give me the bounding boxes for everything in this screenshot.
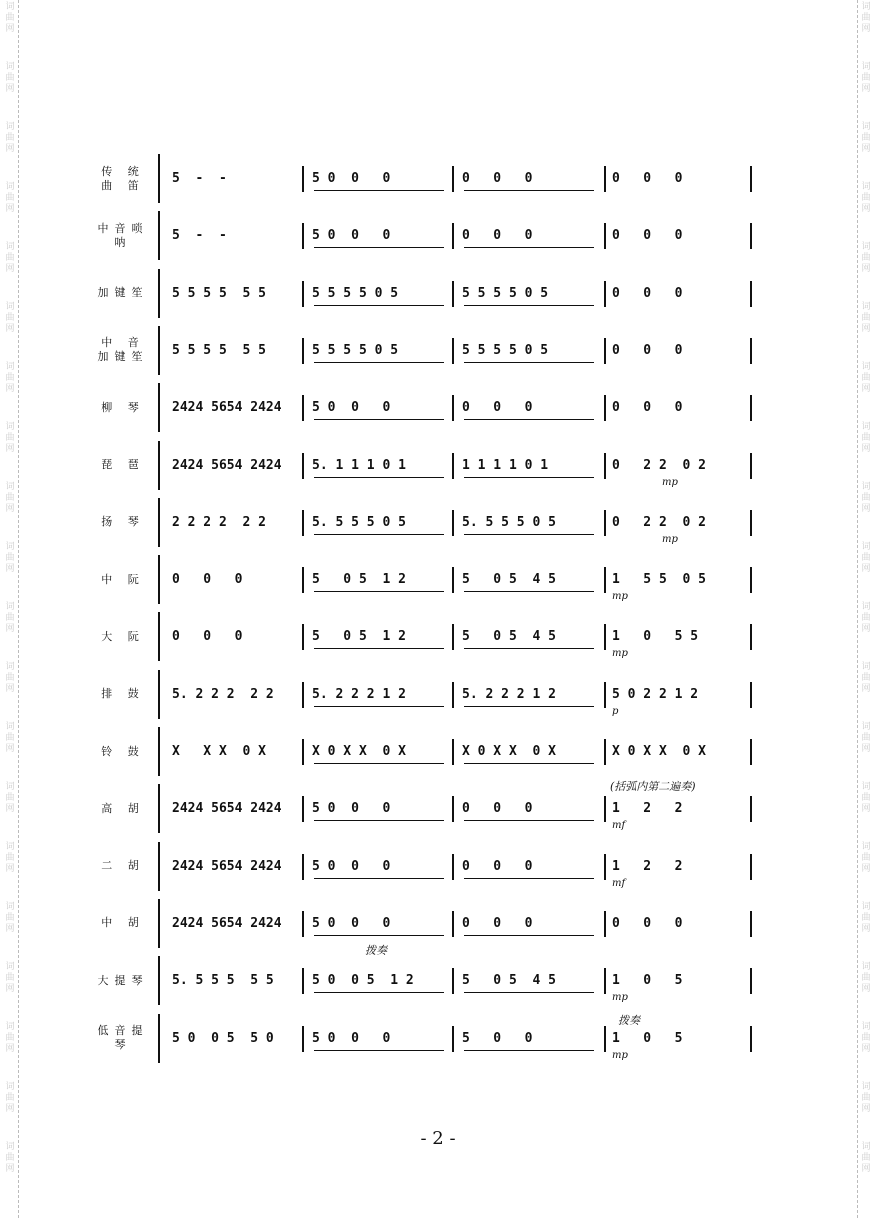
beam-line <box>314 190 444 191</box>
measure-1: 2 2 2 2 2 2 <box>172 514 266 530</box>
barline <box>604 453 606 479</box>
barline <box>302 1026 304 1052</box>
barline <box>452 395 454 421</box>
watermark-text: 词 曲 网 <box>861 482 871 514</box>
dynamic-marking: mp <box>662 533 678 545</box>
beam-line <box>464 190 594 191</box>
barline <box>604 281 606 307</box>
barline <box>750 624 752 650</box>
beam-line <box>314 648 444 649</box>
staff-row-14 <box>0 895 876 952</box>
watermark-text: 词 曲 网 <box>5 782 15 814</box>
staff-row-8 <box>0 551 876 608</box>
bracket-annotation: (括弧内第二遍奏) <box>610 780 696 793</box>
measure-3: 5 0 5 4 5 <box>462 629 556 645</box>
barline <box>750 567 752 593</box>
measure-2: X 0 X X 0 X <box>312 744 406 759</box>
watermark-text: 词 曲 网 <box>861 362 871 394</box>
barline <box>604 567 606 593</box>
watermark-text: 词 曲 网 <box>5 602 15 634</box>
barline <box>452 854 454 880</box>
instrument-label: 大提琴 <box>97 973 149 987</box>
barline <box>452 796 454 822</box>
barline <box>452 682 454 708</box>
barline <box>750 1026 752 1052</box>
barline <box>302 854 304 880</box>
staff-brace <box>158 612 167 661</box>
measure-2: 5. 2 2 2 1 2 <box>312 686 406 702</box>
watermark-text: 词 曲 网 <box>861 602 871 634</box>
measure-1: 2424 5654 2424 <box>172 457 282 473</box>
measure-4: 0 2 2 0 2 <box>612 514 706 530</box>
measure-2: 5. 1 1 1 0 1 <box>312 457 406 473</box>
barline <box>750 281 752 307</box>
staff-brace <box>158 555 167 604</box>
watermark-text: 词 曲 网 <box>861 182 871 214</box>
watermark-text: 词 曲 网 <box>861 722 871 754</box>
measure-4: 1 2 2 <box>612 801 683 817</box>
watermark-text: 词 曲 网 <box>861 1082 871 1114</box>
dynamic-marking: mf <box>612 820 626 832</box>
barline <box>302 682 304 708</box>
measure-1: 5. 5 5 5 5 5 <box>172 973 274 989</box>
watermark-text: 词 曲 网 <box>5 62 15 94</box>
staff-row-16 <box>0 1010 876 1067</box>
barline <box>750 968 752 994</box>
watermark-text: 词 曲 网 <box>861 962 871 994</box>
beam-line <box>314 247 444 248</box>
staff-brace <box>158 899 167 948</box>
staff-row-2 <box>0 207 876 264</box>
watermark-text: 词 曲 网 <box>5 362 15 394</box>
dynamic-marking: mp <box>662 476 678 488</box>
watermark-text: 词 曲 网 <box>861 62 871 94</box>
barline <box>750 395 752 421</box>
beam-line <box>464 763 594 764</box>
barline <box>452 166 454 192</box>
beam-line <box>464 1050 594 1051</box>
watermark-text: 词 曲 网 <box>5 482 15 514</box>
barline <box>302 911 304 937</box>
watermark-text: 词 曲 网 <box>5 842 15 874</box>
barline <box>604 682 606 708</box>
watermark-text: 词 曲 网 <box>861 122 871 154</box>
beam-line <box>464 419 594 420</box>
instrument-label: 中 阮 <box>101 572 145 586</box>
measure-1: 5. 2 2 2 2 2 <box>172 686 274 702</box>
dynamic-marking: p <box>612 705 619 717</box>
measure-3: 5 0 5 4 5 <box>462 973 556 989</box>
measure-3: 0 0 0 <box>462 400 533 416</box>
pizzicato-annotation-2: 拨奏 <box>618 1014 640 1027</box>
instrument-label: 低音提琴 <box>97 1024 149 1051</box>
staff-row-6 <box>0 437 876 494</box>
measure-4: 5 0 2 2 1 2 <box>612 686 699 702</box>
watermark-text: 词 曲 网 <box>5 722 15 754</box>
watermark-text: 词 曲 网 <box>861 542 871 574</box>
watermark-text: 词 曲 网 <box>5 122 15 154</box>
barline <box>750 739 752 765</box>
beam-line <box>464 706 594 707</box>
barline <box>452 1026 454 1052</box>
measure-2: 5 0 0 0 <box>312 801 391 817</box>
staff-brace <box>158 498 167 547</box>
measure-4: 0 2 2 0 2 <box>612 457 706 473</box>
measure-4: 0 0 0 <box>612 342 683 358</box>
beam-line <box>314 935 444 936</box>
measure-4: 1 0 5 5 <box>612 629 699 645</box>
barline <box>750 911 752 937</box>
measure-3: 5 5 5 5 0 5 <box>462 285 549 301</box>
watermark-text: 词 曲 网 <box>5 182 15 214</box>
staff-brace <box>158 326 167 375</box>
measure-1: 0 0 0 <box>172 572 243 588</box>
staff-row-10 <box>0 666 876 723</box>
dynamic-marking: mp <box>612 992 628 1004</box>
measure-4: 0 0 0 <box>612 285 683 301</box>
barline <box>452 968 454 994</box>
beam-line <box>314 1050 444 1051</box>
measure-3: 5 0 5 4 5 <box>462 572 556 588</box>
watermark-text: 词 曲 网 <box>5 2 15 34</box>
beam-line <box>314 820 444 821</box>
beam-line <box>464 820 594 821</box>
instrument-label: 排 鼓 <box>101 687 145 701</box>
measure-2: 5 0 0 0 <box>312 915 391 931</box>
staff-row-7 <box>0 494 876 551</box>
measure-2: 5 5 5 5 0 5 <box>312 285 399 301</box>
barline <box>302 281 304 307</box>
dynamic-marking: mp <box>612 1049 628 1061</box>
dynamic-marking: mf <box>612 877 626 889</box>
barline <box>452 338 454 364</box>
barline <box>604 166 606 192</box>
instrument-label: 传 统 曲 笛 <box>101 164 145 192</box>
staff-brace <box>158 269 167 318</box>
measure-1: 5 - - <box>172 228 227 244</box>
staff-brace <box>158 956 167 1005</box>
measure-1: 0 0 0 <box>172 629 243 645</box>
beam-line <box>314 477 444 478</box>
measure-3: 0 0 0 <box>462 915 533 931</box>
instrument-label: 柳 琴 <box>101 400 145 414</box>
instrument-label: 加键笙 <box>97 286 149 300</box>
staff-row-5 <box>0 379 876 436</box>
page-number: - 2 - <box>420 1128 456 1149</box>
barline <box>604 624 606 650</box>
barline <box>750 510 752 536</box>
instrument-label: 中音唢呐 <box>97 221 149 249</box>
measure-4: 1 5 5 0 5 <box>612 572 706 588</box>
beam-line <box>314 706 444 707</box>
staff-brace <box>158 1014 167 1063</box>
measure-1: 2424 5654 2424 <box>172 801 282 817</box>
dynamic-marking: mp <box>612 648 628 660</box>
instrument-label: 中 胡 <box>101 916 145 930</box>
staff-row-9 <box>0 608 876 665</box>
barline <box>750 166 752 192</box>
watermark-text: 词 曲 网 <box>5 302 15 334</box>
barline <box>604 223 606 249</box>
measure-3: 5. 5 5 5 0 5 <box>462 514 556 530</box>
watermark-text: 词 曲 网 <box>5 962 15 994</box>
measure-2: 5 0 0 0 <box>312 171 391 186</box>
watermark-text: 词 曲 网 <box>5 542 15 574</box>
barline <box>302 223 304 249</box>
staff-row-12 <box>0 780 876 837</box>
beam-line <box>464 992 594 993</box>
measure-2: 5 5 5 5 0 5 <box>312 342 399 358</box>
beam-line <box>464 477 594 478</box>
barline <box>750 796 752 822</box>
measure-1: 2424 5654 2424 <box>172 858 282 874</box>
barline <box>302 567 304 593</box>
barline <box>302 624 304 650</box>
barline <box>452 567 454 593</box>
measure-1: 2424 5654 2424 <box>172 400 282 416</box>
barline <box>452 281 454 307</box>
instrument-label: 铃 鼓 <box>101 744 145 758</box>
pizzicato-annotation-1: 拨奏 <box>365 944 387 957</box>
barline <box>604 968 606 994</box>
barline <box>750 338 752 364</box>
watermark-text: 词 曲 网 <box>5 242 15 274</box>
instrument-label: 琵 琶 <box>101 458 145 471</box>
beam-line <box>464 935 594 936</box>
measure-3: 0 0 0 <box>462 171 533 186</box>
beam-line <box>314 305 444 306</box>
staff-row-11 <box>0 723 876 780</box>
watermark-text: 词 曲 网 <box>5 1142 15 1174</box>
watermark-text: 词 曲 网 <box>861 2 871 34</box>
measure-2: 5 0 0 0 <box>312 228 391 244</box>
instrument-label: 二 胡 <box>101 859 145 873</box>
measure-3: 0 0 0 <box>462 228 533 244</box>
measure-4: 0 0 0 <box>612 915 683 931</box>
barline <box>302 510 304 536</box>
measure-3: X 0 X X 0 X <box>462 744 556 759</box>
beam-line <box>314 763 444 764</box>
barline <box>302 395 304 421</box>
beam-line <box>464 591 594 592</box>
watermark-text: 词 曲 网 <box>861 242 871 274</box>
beam-line <box>464 648 594 649</box>
measure-4: 1 0 5 <box>612 1030 683 1046</box>
staff-row-4 <box>0 322 876 379</box>
barline <box>750 682 752 708</box>
beam-line <box>314 362 444 363</box>
measure-3: 5 5 5 5 0 5 <box>462 342 549 358</box>
staff-brace <box>158 154 167 203</box>
staff-row-3 <box>0 265 876 322</box>
barline <box>604 510 606 536</box>
measure-2: 5 0 5 1 2 <box>312 572 406 588</box>
staff-brace <box>158 211 167 260</box>
barline <box>302 796 304 822</box>
measure-2: 5 0 5 1 2 <box>312 629 406 645</box>
beam-line <box>314 878 444 879</box>
watermark-text: 词 曲 网 <box>861 1022 871 1054</box>
measure-1: 5 0 0 5 5 0 <box>172 1030 274 1046</box>
watermark-text: 词 曲 网 <box>861 902 871 934</box>
measure-4: X 0 X X 0 X <box>612 744 706 759</box>
measure-1: 5 - - <box>172 171 227 186</box>
watermark-text: 词 曲 网 <box>5 902 15 934</box>
barline <box>604 395 606 421</box>
measure-2: 5 0 0 0 <box>312 858 391 874</box>
watermark-text: 词 曲 网 <box>5 1082 15 1114</box>
staff-row-1 <box>0 150 876 207</box>
watermark-text: 词 曲 网 <box>5 422 15 454</box>
instrument-label: 大 阮 <box>101 629 145 643</box>
beam-line <box>464 247 594 248</box>
barline <box>750 223 752 249</box>
measure-4: 0 0 0 <box>612 400 683 416</box>
watermark-text: 词 曲 网 <box>861 1142 871 1174</box>
measure-3: 0 0 0 <box>462 801 533 817</box>
staff-brace <box>158 784 167 833</box>
staff-brace <box>158 383 167 432</box>
staff-row-13 <box>0 838 876 895</box>
watermark-text: 词 曲 网 <box>5 1022 15 1054</box>
measure-2: 5 0 0 0 <box>312 400 391 416</box>
instrument-label: 中 音 加键笙 <box>97 336 149 364</box>
measure-2: 5. 5 5 5 0 5 <box>312 514 406 530</box>
measure-3: 5 0 0 <box>462 1030 533 1046</box>
beam-line <box>314 992 444 993</box>
barline <box>452 624 454 650</box>
watermark-text: 词 曲 网 <box>861 302 871 334</box>
instrument-label: 高 胡 <box>101 801 145 815</box>
measure-3: 1 1 1 1 0 1 <box>462 457 549 473</box>
beam-line <box>464 878 594 879</box>
watermark-text: 词 曲 网 <box>861 662 871 694</box>
barline <box>604 739 606 765</box>
barline <box>302 453 304 479</box>
barline <box>604 911 606 937</box>
staff-brace <box>158 670 167 719</box>
staff-brace <box>158 727 167 776</box>
beam-line <box>464 362 594 363</box>
measure-4: 1 0 5 <box>612 973 683 989</box>
barline <box>604 796 606 822</box>
barline <box>302 166 304 192</box>
barline <box>452 223 454 249</box>
barline <box>604 338 606 364</box>
barline <box>452 510 454 536</box>
measure-4: 1 2 2 <box>612 858 683 874</box>
watermark-text: 词 曲 网 <box>861 422 871 454</box>
measure-1: 5 5 5 5 5 5 <box>172 285 266 301</box>
watermark-text: 词 曲 网 <box>5 662 15 694</box>
barline <box>452 453 454 479</box>
measure-4: 0 0 0 <box>612 171 683 186</box>
beam-line <box>464 305 594 306</box>
staff-brace <box>158 842 167 891</box>
dynamic-marking: mp <box>612 591 628 603</box>
barline <box>302 739 304 765</box>
barline <box>604 854 606 880</box>
barline <box>604 1026 606 1052</box>
measure-3: 0 0 0 <box>462 858 533 874</box>
beam-line <box>314 534 444 535</box>
staff-row-15 <box>0 952 876 1009</box>
barline <box>750 453 752 479</box>
barline <box>302 338 304 364</box>
beam-line <box>314 591 444 592</box>
instrument-label: 扬 琴 <box>101 515 145 529</box>
watermark-text: 词 曲 网 <box>861 782 871 814</box>
measure-4: 0 0 0 <box>612 228 683 244</box>
barline <box>452 739 454 765</box>
measure-1: 2424 5654 2424 <box>172 915 282 931</box>
measure-3: 5. 2 2 2 1 2 <box>462 686 556 702</box>
measure-2: 5 0 0 5 1 2 <box>312 973 414 989</box>
barline <box>302 968 304 994</box>
measure-1: X X X 0 X <box>172 744 266 759</box>
barline <box>750 854 752 880</box>
beam-line <box>464 534 594 535</box>
measure-1: 5 5 5 5 5 5 <box>172 342 266 358</box>
watermark-text: 词 曲 网 <box>861 842 871 874</box>
beam-line <box>314 419 444 420</box>
staff-brace <box>158 441 167 490</box>
barline <box>452 911 454 937</box>
measure-2: 5 0 0 0 <box>312 1030 391 1046</box>
